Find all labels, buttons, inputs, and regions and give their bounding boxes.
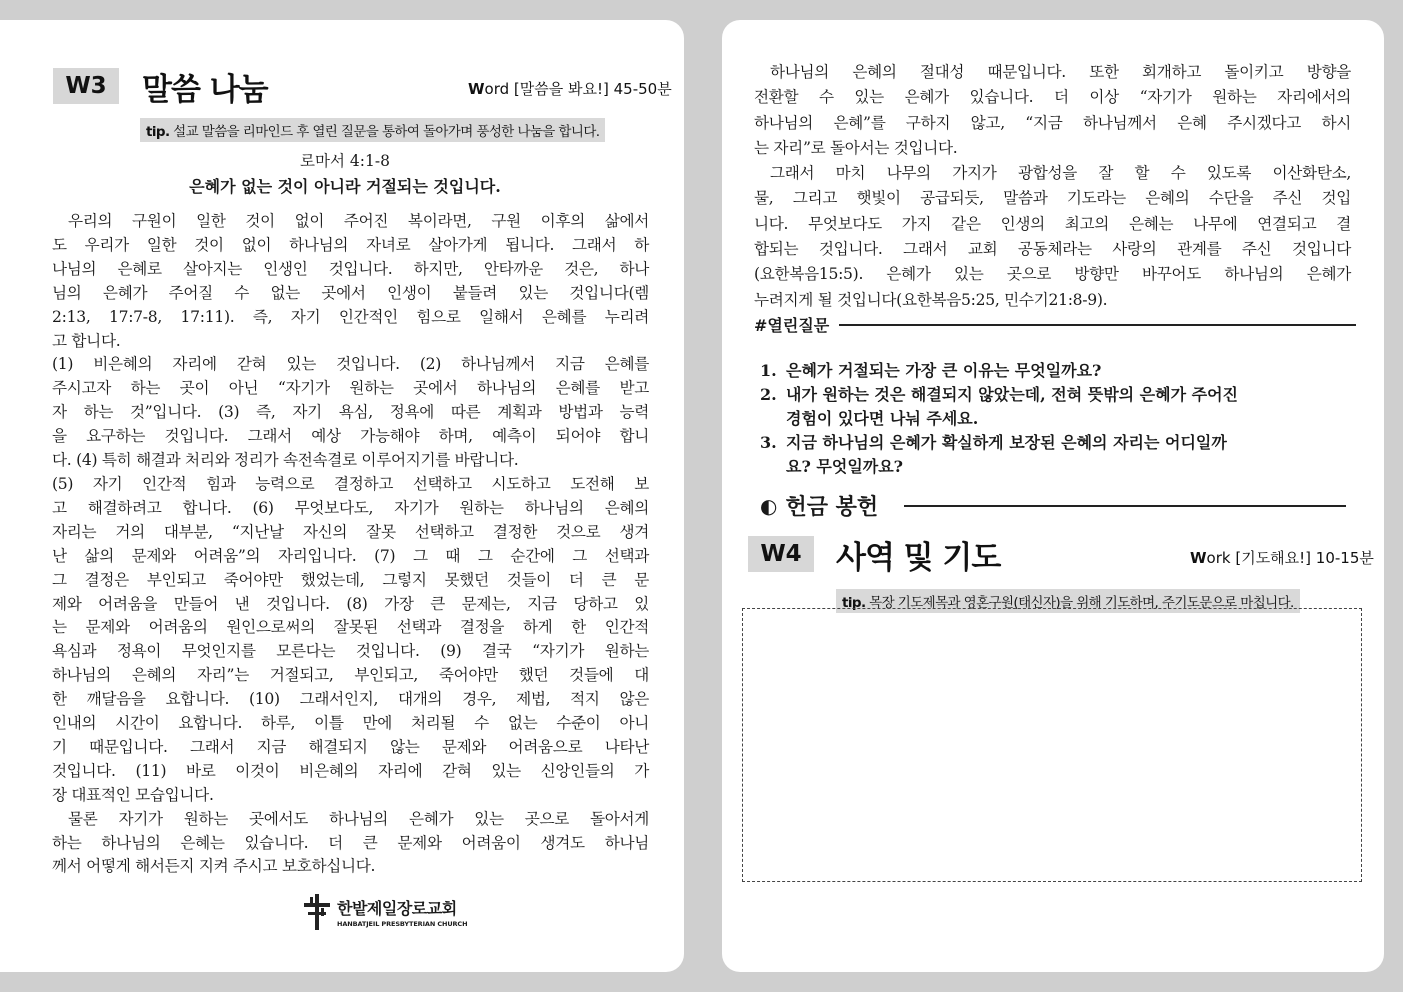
question-text: 은혜가 거절되는 가장 큰 이유는 무엇일까요? (786, 361, 1102, 380)
body-line: 제와 어려움을 만들어 낸 것입니다. (8) 가장 큰 문제는, 지금 당하고 있 (52, 594, 649, 613)
offering-label: 헌금 봉헌 (785, 494, 879, 520)
body-line: 나님의 은혜로 살아지는 인생인 것입니다. 하지만, 안타까운 것은, 하나 (52, 259, 649, 278)
body-line: 하나님의 은혜의 자리”는 거절되고, 부인되고, 죽어야만 했던 것들에 대 (52, 666, 649, 685)
body-line: 전환할 수 있는 은혜가 있습니다. 더 이상 “자기가 원하는 자리에서의 (754, 88, 1351, 107)
sermon-subtitle: 은혜가 없는 것이 아니라 거절되는 것입니다. (189, 177, 501, 196)
body-line: 물론 자기가 원하는 곳에서도 하나님의 은혜가 있는 곳으로 돌아서게 (68, 809, 649, 828)
question-number (760, 407, 786, 431)
question-number: 3. (760, 433, 777, 452)
question-item (760, 383, 1350, 407)
open-questions-heading (754, 313, 1356, 336)
offering-rule (904, 505, 1346, 507)
word-time-meta (468, 78, 672, 99)
body-line: 께서 어떻게 해서든지 지켜 주시고 보호하십니다. (52, 857, 376, 876)
church-name: 한밭제일장로교회 (337, 899, 457, 918)
body-line: 하나님의 은혜”를 구하지 않고, “지금 하나님께서 은혜 주시겠다고 하시 (754, 113, 1351, 132)
body-line: 니다. 무엇보다도 가지 같은 인생의 최고의 은혜는 나무에 연결되고 결 (754, 214, 1351, 233)
body-line: 것입니다. (11) 바로 이것이 비은혜의 자리에 갇혀 있는 신앙인들의 가 (52, 761, 649, 780)
question-item (760, 431, 1350, 455)
body-line: 도 우리가 일한 것이 없이 하나님의 자녀로 살아가게 됩니다. 그래서 하 (52, 235, 649, 254)
body-line: 누려지게 될 것입니다(요한복음5:25, 민수기21:8-9). (754, 290, 1108, 309)
body-line: 자리는 거의 대부분, “지난날 자신의 잘못 선택하고 결정한 것으로 생겨 (52, 522, 649, 541)
body-line: 고 해결하려고 합니다. (6) 무엇보다도, 자기가 원하는 하나님의 은혜의 (52, 498, 649, 517)
cross-logo-icon (302, 894, 332, 930)
meta-initial: W (468, 80, 485, 98)
body-line: (5) 자기 인간적 힘과 능력으로 결정하고 선택하고 시도하고 도전해 보 (52, 474, 649, 493)
question-text: 경험이 있다면 나눠 주세요. (786, 409, 979, 428)
left-body-text (52, 210, 649, 879)
meta-text-w4: ork [기도해요!] 10-15분 (1206, 549, 1374, 567)
prayer-notes-box[interactable] (742, 608, 1362, 882)
body-line: 물, 그리고 햇빛이 공급되듯, 말씀과 기도라는 은혜의 수단을 주신 것입 (754, 189, 1351, 208)
body-line: 주시고자 하는 곳이 아닌 “자기가 원하는 곳에서 하나님의 은혜를 받고 (52, 379, 649, 398)
body-line: 그 결정은 부인되고 죽어야만 했었는데, 그렇지 못했던 것들이 더 큰 문 (52, 570, 649, 589)
right-page (722, 20, 1384, 972)
body-line: 장 대표적인 모습입니다. (52, 785, 214, 804)
section-title-word-sharing: 말씀 나눔 (142, 72, 268, 108)
body-line: 난 삶의 문제와 어려움”의 자리입니다. (7) 그 때 그 순간에 그 선택과 (52, 546, 649, 565)
question-text: 지금 하나님의 은혜가 확실하게 보장된 은혜의 자리는 어디일까 (786, 433, 1227, 452)
tip-label-w4: tip. (842, 595, 866, 611)
body-line: (1) 비은혜의 자리에 갇혀 있는 것입니다. (2) 하나님께서 지금 은혜를 (52, 355, 649, 374)
body-line: 인내의 시간이 요합니다. 하루, 이틀 만에 처리될 수 없는 수준이 아니 (52, 714, 649, 733)
meta-text: ord [말씀을 봐요!] 45-50분 (484, 80, 672, 98)
church-name-english: HANBATJEIL PRESBYTERIAN CHURCH (337, 920, 468, 928)
question-list (760, 359, 1350, 479)
body-line: 한 깨달음을 요합니다. (10) 그래서인지, 대개의 경우, 제법, 적지 않은 (52, 690, 649, 709)
body-line: 2:13, 17:7-8, 17:11). 즉, 자기 인간적인 힘으로 일해서 은혜를 누리려 (52, 307, 649, 326)
body-line: 합되는 것입니다. 그래서 교회 공동체라는 사랑의 관계를 주신 것입니다 (754, 240, 1351, 259)
body-line: 그래서 마치 나무의 가지가 광합성을 잘 할 수 있도록 이산화탄소, (770, 164, 1351, 183)
heading-rule (839, 324, 1356, 326)
tip-box (140, 118, 605, 142)
section-badge-w4: W4 (748, 536, 814, 572)
body-line: 하나님의 은혜의 절대성 때문입니다. 또한 회개하고 돌이키고 방향을 (770, 63, 1351, 81)
scripture-reference: 로마서 4:1-8 (300, 152, 390, 170)
question-item (760, 407, 1350, 431)
tip-text-w4: 목장 기도제목과 영혼구원(태신자)을 위해 기도하며, 주기도문으로 마칩니다. (865, 595, 1294, 611)
left-page (0, 20, 684, 972)
section-title-ministry-prayer: 사역 및 기도 (836, 540, 1001, 576)
body-line: 기 때문입니다. 그래서 지금 해결되지 않는 문제와 어려움으로 나타난 (52, 737, 649, 756)
body-line: 자 하는 것”입니다. (3) 즉, 자기 욕심, 정욕에 따른 계획과 방법과 능력 (52, 403, 649, 422)
body-line: 하는 하나님의 은혜는 있습니다. 더 큰 문제와 어려움이 생겨도 하나님 (52, 833, 649, 852)
question-item (760, 455, 1350, 479)
meta-initial-w4: W (1190, 549, 1207, 567)
body-line: 는 자리”로 돌아서는 것입니다. (754, 138, 958, 157)
tip-text: 설교 말씀을 리마인드 후 열린 질문을 통하여 돌아가며 풍성한 나눔을 합니다. (169, 124, 600, 140)
tip-label: tip. (146, 124, 170, 140)
right-body-text (754, 60, 1351, 313)
question-number (760, 455, 786, 479)
half-circle-icon: ◐ (760, 493, 778, 518)
question-number: 2. (760, 385, 777, 404)
offering-heading (760, 490, 1346, 521)
body-line: 욕심과 정욕이 무엇인지를 모른다는 것입니다. (9) 결국 “자기가 원하는 (52, 642, 649, 661)
body-line: 님의 은혜가 주어질 수 없는 곳에서 인생이 붙들려 있는 것입니다(렘 (52, 283, 649, 302)
body-line: 고 합니다. (52, 331, 121, 350)
body-line: (요한복음15:5). 은혜가 있는 곳으로 방향만 바꾸어도 하나님의 은혜가 (754, 265, 1351, 284)
body-line: 을 요구하는 것입니다. 그래서 예상 가능해야 하며, 예측이 되어야 합니 (52, 427, 649, 446)
section-badge-w3: W3 (53, 68, 119, 104)
body-line: 는 문제와 어려움의 원인으로써의 잘못된 선택과 결정을 하게 한 인간적 (52, 618, 649, 637)
question-number: 1. (760, 361, 777, 380)
body-line: 다. (4) 특히 해결과 처리와 정리가 속전속결로 이루어지기를 바랍니다. (52, 451, 519, 470)
question-text: 내가 원하는 것은 해결되지 않았는데, 전혀 뜻밖의 은혜가 주어진 (786, 385, 1238, 404)
church-logo (302, 894, 467, 930)
question-item (760, 359, 1350, 383)
body-line: 우리의 구원이 일한 것이 없이 주어진 복이라면, 구원 이후의 삶에서 (68, 212, 649, 230)
question-text: 요? 무엇일까요? (786, 457, 904, 476)
open-questions-label: #열린질문 (754, 316, 830, 335)
work-time-meta (1190, 547, 1374, 568)
